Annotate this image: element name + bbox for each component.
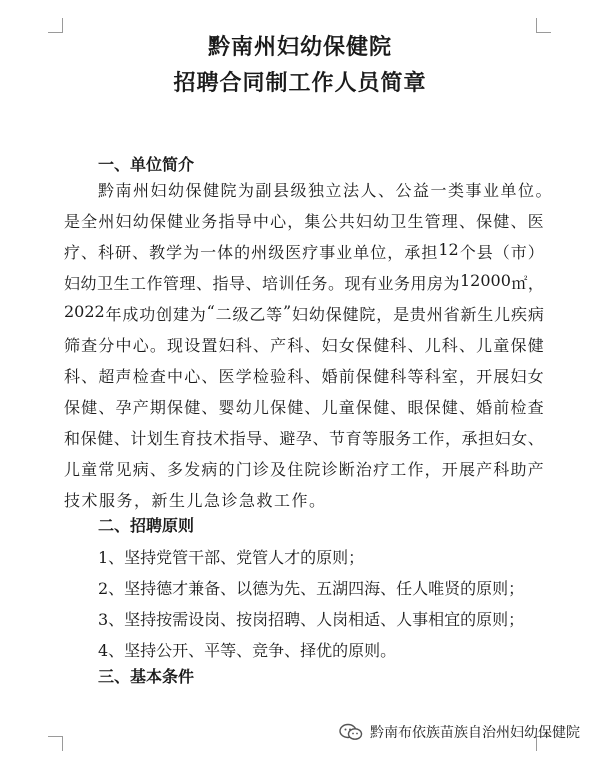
- principle-item: 4、坚持公开、平等、竞争、择优的原则。: [98, 641, 397, 660]
- section-heading-unit-intro: 一、单位简介: [98, 155, 195, 174]
- intro-line: 保 健 、 孕 产 期 保 健 、 婴 幼 儿 保 健 、 儿 童 保 健 、 眼 保 健 、 婚 前 检 查: [64, 398, 544, 417]
- wechat-icon: [338, 722, 364, 742]
- intro-line: 黔南州妇幼保健院为副县级独立法人、公益一类事业单位。: [98, 181, 554, 200]
- intro-line: 2022 年 成 功 创 建 为 “ 二 级 乙 等 ” 妇 幼 保 健 院 ， 是 贵 州 省 新 生 儿 疾 病: [64, 302, 544, 324]
- intro-line: 技术服务，新生儿急诊急救工作。: [64, 491, 327, 510]
- document-title-line-2: 招聘合同制工作人员简章: [173, 70, 427, 96]
- principle-item: 1、坚持党管干部、党管人才的原则；: [98, 548, 365, 567]
- watermark-text: 黔南布依族苗族自治州妇幼保健院: [370, 725, 580, 741]
- document-title-line-1: 黔南州妇幼保健院: [207, 34, 392, 60]
- intro-line: 妇 幼 卫 生 工 作 管 理 、 指 导 、 培 训 任 务 。 现 有 业 务 用 房 为 12000 ㎡ ，: [64, 271, 544, 293]
- principle-item: 3、坚持按需设岗、按岗招聘、人岗相适、人事相宜的原则；: [98, 610, 525, 629]
- intro-line: 和 保 健 、 计 划 生 育 技 术 指 导 、 避 孕 、 节 育 等 服 务 工 作 ， 承 担 妇 女 、: [64, 429, 544, 448]
- section-heading-principles: 二、招聘原则: [98, 516, 195, 535]
- intro-line: 儿 童 常 见 病 、 多 发 病 的 门 诊 及 住 院 诊 断 治 疗 工 作 ， 开 展 产 科 助 产: [64, 460, 544, 479]
- section-heading-basic-conditions: 三、基本条件: [98, 667, 195, 686]
- intro-line: 筛 查 分 中 心 。 现 设 置 妇 科 、 产 科 、 妇 女 保 健 科 、 儿 科 、 儿 童 保 健: [64, 336, 544, 355]
- intro-line: 是 全 州 妇 幼 保 健 业 务 指 导 中 心 ， 集 公 共 妇 幼 卫 生 管 理 、 保 健 、 医: [64, 212, 544, 231]
- intro-line: 科 、 超 声 检 查 中 心 、 医 学 检 验 科 、 婚 前 保 健 科 等 科 室 ， 开 展 妇 女: [64, 367, 544, 386]
- crop-mark-bottom-left: [48, 736, 63, 751]
- wechat-watermark: [338, 722, 580, 742]
- intro-line: 疗 、 科 研 、 教 学 为 一 体 的 州 级 医 疗 事 业 单 位 ， 承 担 12 个 县 （ 市 ）: [64, 240, 544, 262]
- principle-item: 2、坚持德才兼备、以德为先、五湖四海、任人唯贤的原则；: [98, 579, 525, 598]
